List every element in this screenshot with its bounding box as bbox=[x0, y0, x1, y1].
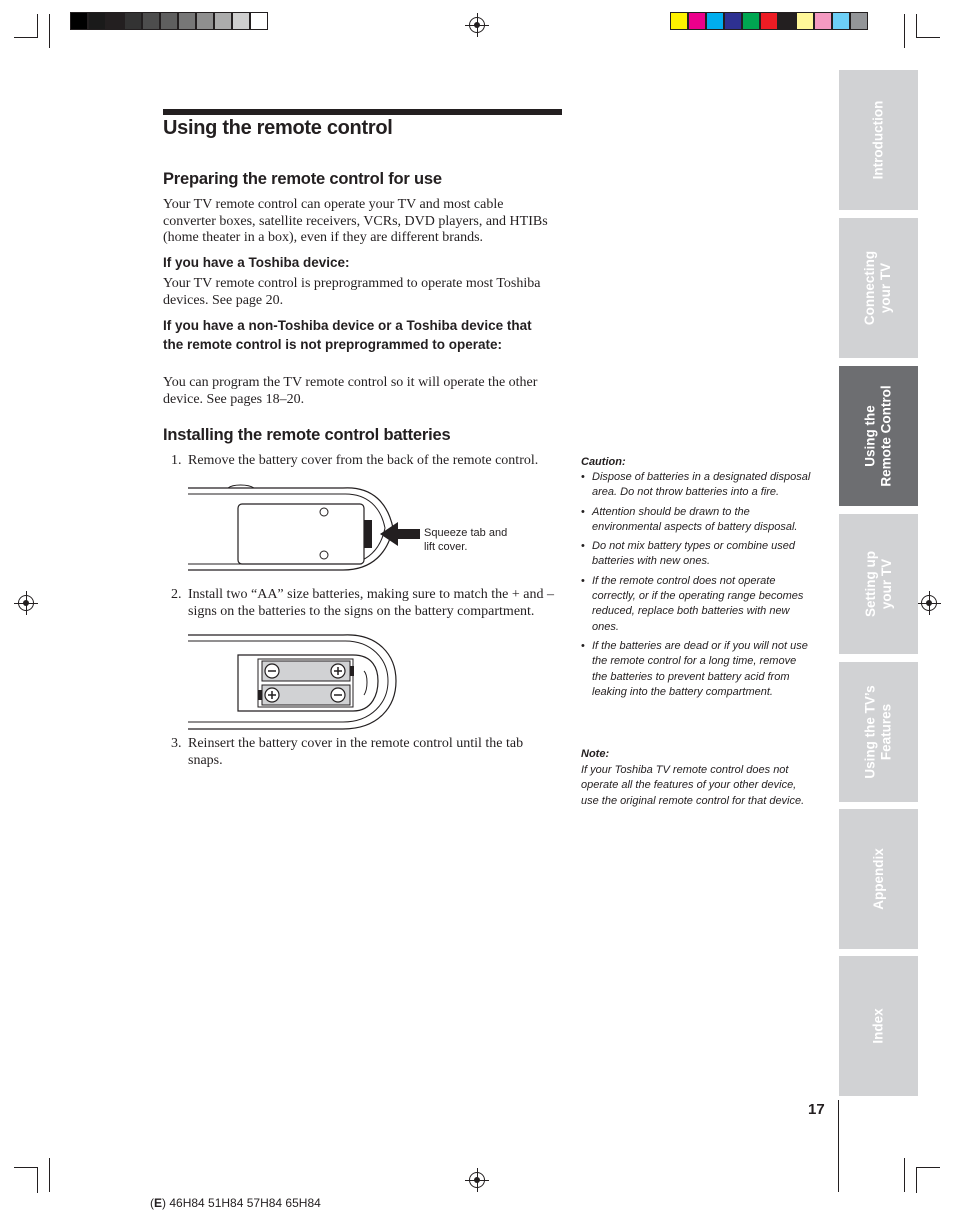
color-swatch bbox=[850, 12, 868, 30]
color-swatch bbox=[142, 12, 160, 30]
color-swatch bbox=[760, 12, 778, 30]
caution-item bbox=[581, 574, 811, 635]
registration-mark-icon bbox=[469, 17, 485, 33]
title-rule bbox=[163, 109, 562, 115]
color-swatch bbox=[778, 12, 796, 30]
bullet-icon: • bbox=[581, 540, 585, 553]
crop-mark bbox=[916, 37, 940, 38]
note-text: If your Toshiba TV remote control does not operate all the features of your other device, use the original remote control for that device. bbox=[581, 764, 805, 807]
caution-text: If the remote control does not operate correctly, or if the operating range becomes reduced, replace both batteries with new ones. bbox=[592, 574, 804, 633]
step-text: Install two “AA” size batteries, making sure to match the + and – signs on the batteries to the signs on the battery compartment. bbox=[188, 587, 554, 619]
crop-mark bbox=[14, 1167, 38, 1168]
footer-models: ) 46H84 51H84 57H84 65H84 bbox=[162, 1196, 321, 1210]
step-number: 3. bbox=[171, 736, 182, 751]
tab-index[interactable] bbox=[839, 956, 918, 1096]
color-swatch bbox=[796, 12, 814, 30]
color-swatch bbox=[742, 12, 760, 30]
tab-using-the-tvs-features[interactable] bbox=[839, 662, 918, 802]
registration-mark-icon bbox=[18, 595, 34, 611]
color-swatch bbox=[832, 12, 850, 30]
caution-item bbox=[581, 470, 811, 501]
tab-appendix[interactable] bbox=[839, 809, 918, 949]
crop-mark bbox=[49, 14, 50, 48]
tab-using-the-remote-control[interactable] bbox=[839, 366, 918, 506]
color-swatch bbox=[724, 12, 742, 30]
color-swatch bbox=[670, 12, 688, 30]
color-swatch bbox=[214, 12, 232, 30]
caution-list bbox=[581, 470, 811, 704]
toshiba-device-heading: If you have a Toshiba device: bbox=[163, 255, 350, 270]
caution-item bbox=[581, 539, 811, 570]
section-heading-batteries: Installing the remote control batteries bbox=[163, 426, 451, 444]
color-swatch bbox=[160, 12, 178, 30]
step-text: Remove the battery cover from the back of the remote control. bbox=[188, 453, 539, 468]
tab-setting-up-your-tv[interactable] bbox=[839, 514, 918, 654]
crop-mark bbox=[14, 37, 38, 38]
tab-label: Connecting your TV bbox=[862, 250, 894, 326]
page-number: 17 bbox=[808, 1101, 825, 1118]
color-swatch bbox=[124, 12, 142, 30]
callout-squeeze-tab bbox=[424, 526, 507, 554]
crop-mark bbox=[37, 1167, 38, 1193]
caution-item bbox=[581, 639, 811, 700]
remote-battery-compartment-illustration bbox=[188, 633, 403, 733]
footer-prefix: ( bbox=[150, 1196, 154, 1210]
bullet-icon: • bbox=[581, 471, 585, 483]
tab-label: Introduction bbox=[870, 100, 886, 180]
crop-mark bbox=[916, 1167, 917, 1193]
battery-step-2 bbox=[171, 587, 561, 620]
preparing-intro: Your TV remote control can operate your TV and most cable converter boxes, satellite receivers, VCRs, DVD players, and HTIBs (home theater in a box), even if they are different brands. bbox=[163, 197, 548, 245]
battery-step-3 bbox=[171, 736, 561, 769]
crop-mark bbox=[904, 14, 905, 48]
grayscale-color-bar bbox=[70, 12, 268, 30]
caution-text: Attention should be drawn to the environmental aspects of battery disposal. bbox=[592, 505, 798, 533]
caution-text: Do not mix battery types or combine used batteries with new ones. bbox=[592, 540, 795, 568]
crop-mark bbox=[49, 1158, 50, 1192]
page-number-rule bbox=[838, 1100, 839, 1192]
caution-text: Dispose of batteries in a designated disposal area. Do not throw batteries into a fire. bbox=[592, 471, 811, 499]
battery-step-1 bbox=[171, 453, 561, 470]
non-toshiba-device-text: You can program the TV remote control so it will operate the other device. See pages 18–20. bbox=[163, 375, 538, 407]
color-swatch bbox=[88, 12, 106, 30]
step-number: 2. bbox=[171, 587, 182, 602]
callout-line: lift cover. bbox=[424, 541, 468, 553]
color-swatch bbox=[814, 12, 832, 30]
non-toshiba-device-heading: If you have a non-Toshiba device or a Toshiba device that the remote control is not preprogrammed to operate: bbox=[163, 318, 532, 352]
color-swatch bbox=[232, 12, 250, 30]
bullet-icon: • bbox=[581, 574, 585, 587]
section-heading-preparing: Preparing the remote control for use bbox=[163, 170, 442, 188]
note-heading: Note: bbox=[581, 748, 610, 760]
tab-introduction[interactable] bbox=[839, 70, 918, 210]
caution-heading: Caution: bbox=[581, 456, 626, 468]
color-swatch bbox=[688, 12, 706, 30]
step-number: 1. bbox=[171, 453, 182, 468]
tab-label: Index bbox=[870, 1008, 886, 1044]
toshiba-device-text: Your TV remote control is preprogrammed to operate most Toshiba devices. See page 20. bbox=[163, 276, 541, 308]
caution-text: If the batteries are dead or if you will not use the remote control for a long time, remove the batteries to prevent battery acid from leaking into the battery compartment. bbox=[592, 639, 808, 698]
footer-mark: E bbox=[154, 1196, 163, 1210]
crop-mark bbox=[37, 14, 38, 38]
color-swatch bbox=[178, 12, 196, 30]
tab-label: Setting up your TV bbox=[862, 551, 894, 617]
page-title: Using the remote control bbox=[163, 117, 393, 139]
color-swatch bbox=[196, 12, 214, 30]
crop-mark bbox=[916, 14, 917, 38]
process-color-bar bbox=[670, 12, 868, 30]
color-swatch bbox=[106, 12, 124, 30]
caution-item bbox=[581, 505, 811, 536]
tab-label: Using the Remote Control bbox=[862, 385, 894, 487]
crop-mark bbox=[916, 1167, 940, 1168]
color-swatch bbox=[250, 12, 268, 30]
bullet-icon: • bbox=[581, 505, 585, 518]
crop-mark bbox=[904, 1158, 905, 1192]
bullet-icon: • bbox=[581, 639, 585, 652]
tab-connecting-your-tv[interactable] bbox=[839, 218, 918, 358]
step-text: Reinsert the battery cover in the remote control until the tab snaps. bbox=[188, 736, 524, 768]
registration-mark-icon bbox=[469, 1172, 485, 1188]
color-swatch bbox=[706, 12, 724, 30]
callout-line: Squeeze tab and bbox=[424, 527, 508, 539]
tab-label: Appendix bbox=[870, 848, 886, 910]
tab-label: Using the TV’s Features bbox=[862, 685, 894, 779]
registration-mark-icon bbox=[921, 595, 937, 611]
color-swatch bbox=[70, 12, 88, 30]
footer-model-numbers bbox=[150, 1196, 321, 1210]
